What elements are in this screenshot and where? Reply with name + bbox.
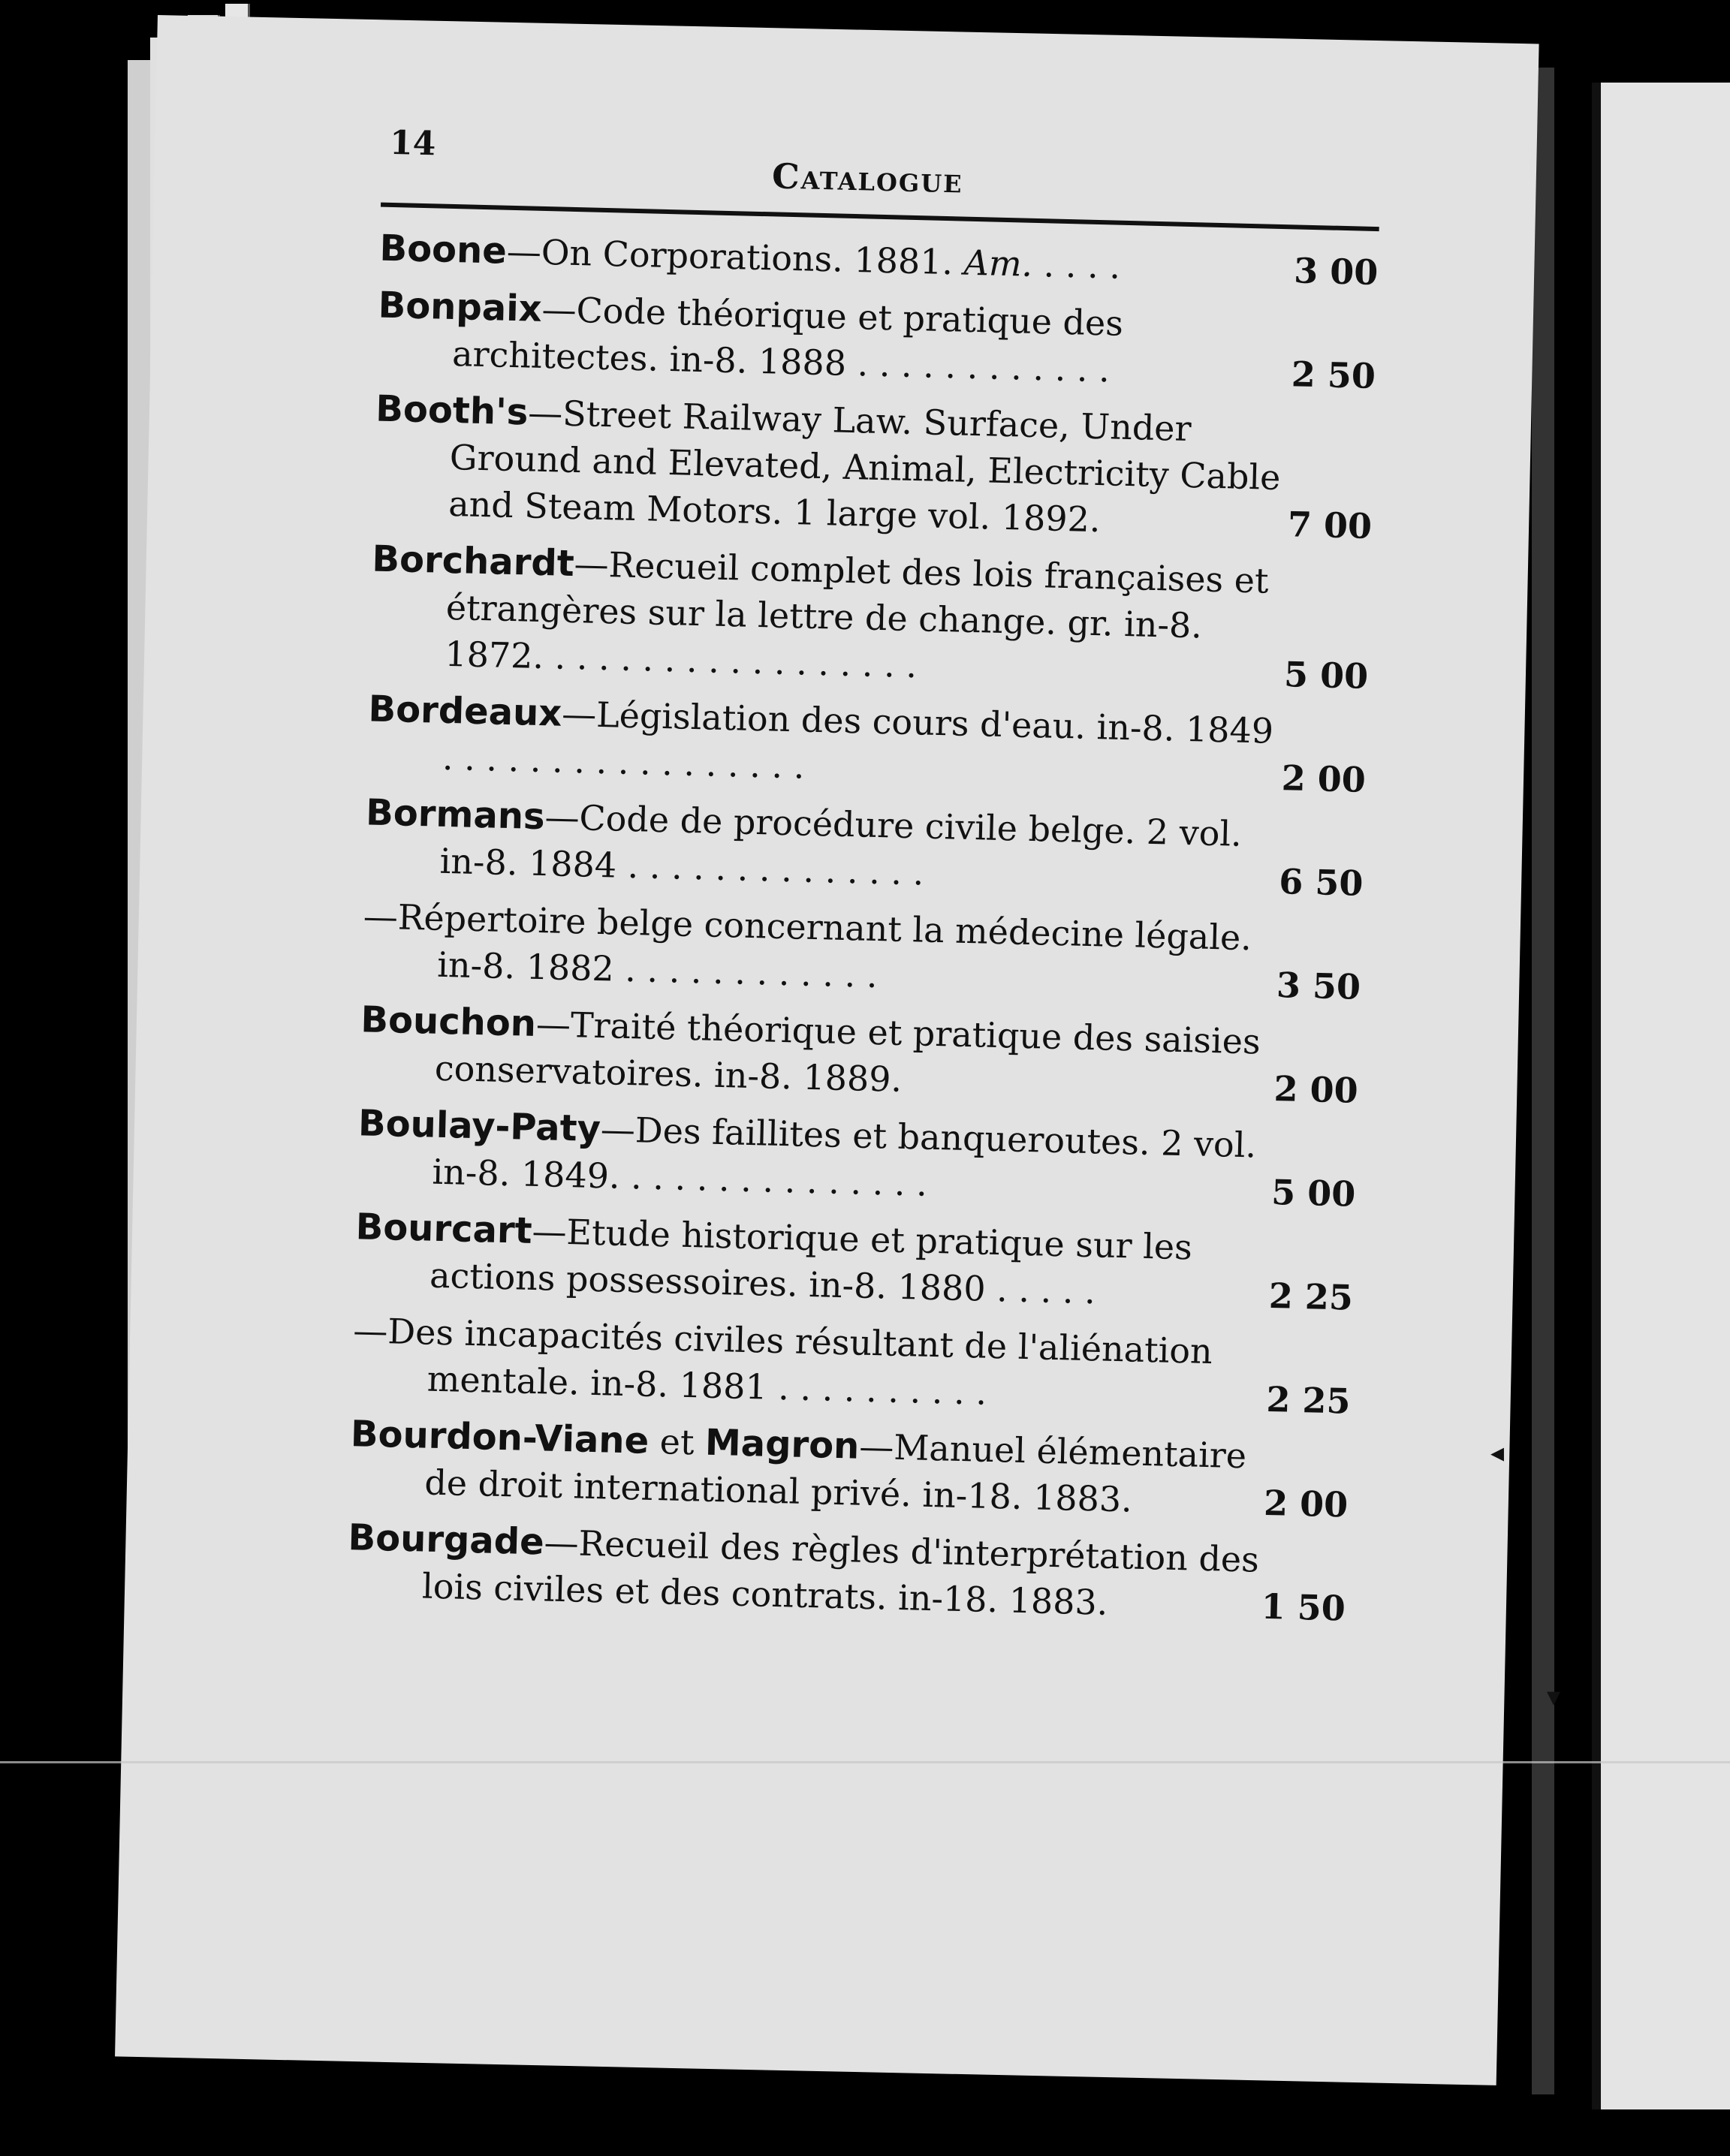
catalogue-entry: [362, 893, 1363, 1010]
dot-leaders: . . . . .: [985, 1268, 1096, 1312]
entry-text: Booth's—Street Railway Law. Surface, Under Ground and Elevated, Animal, Electricity Cable and Steam Motors. 1 large vol. 1892.: [375, 387, 1281, 541]
running-head: Catalogue: [771, 155, 964, 201]
entry-text: Boone—On Corporations. 1881. Am. . . . .: [378, 227, 1121, 287]
entry-author: Bormans: [365, 791, 546, 839]
entry-price: 1 50: [1261, 1585, 1346, 1629]
entry-text: Bourgade—Recueil des règles d'interprétation des lois civiles et des contrats. in-18. 1883.: [347, 1516, 1260, 1623]
entry-description: Législation des cours d'eau. in-8. 1849: [595, 694, 1274, 751]
entry-text: Bourcart—Etude historique et pratique sur les actions possessoires. in-8. 1880 . . . . .: [355, 1206, 1193, 1312]
entry-author: Bonpaix: [378, 284, 543, 330]
entry-author: Borchardt: [371, 537, 575, 586]
ink-speck: ◂: [1490, 1438, 1505, 1468]
entry-author: Boone: [378, 227, 508, 273]
entry-price: 5 00: [1283, 654, 1369, 697]
entry-description: On Corporations. 1881.: [541, 231, 965, 283]
entry-price: 3 50: [1276, 965, 1361, 1007]
entry-text: Bormans—Code de procédure civile belge. 2 vol. in-8. 1884 . . . . . . . . . . . . . .: [365, 791, 1243, 893]
entry-text: Bourdon-Viane et Magron—Manuel élémentaire de droit international privé. in-18. 1883.: [350, 1413, 1247, 1520]
entry-author: Boulay-Paty: [357, 1102, 601, 1151]
entry-text: —Répertoire belge concernant la médecine légale. in-8. 1882 . . . . . . . . . . . .: [363, 896, 1252, 996]
book-gutter: [1532, 68, 1554, 2094]
entry-description: Répertoire belge concernant la médecine légale. in-8. 1882: [397, 896, 1252, 989]
entry-price: 3 00: [1293, 250, 1379, 294]
facing-page: [1592, 83, 1730, 2109]
entry-text: —Des incapacités civiles résultant de l'aliénation mentale. in-8. 1881 . . . . . . . . . .: [352, 1310, 1213, 1413]
entry-description: Des faillites et banqueroutes. 2 vol. in-8. 1849.: [431, 1110, 1257, 1197]
entry-price: 5 00: [1270, 1171, 1356, 1215]
entry-text: Borchardt—Recueil complet des lois françaises et étrangères sur la lettre de change. gr. in-8. 1872. . . . . . . . . . . . . . . . . .: [371, 537, 1270, 686]
entry-text: Bouchon—Traité théorique et pratique des saisies conservatoires. in-8. 1889.: [360, 998, 1261, 1100]
catalogue-entry: [354, 1203, 1355, 1320]
dot-leaders: . . . . . . . . . . . .: [613, 948, 879, 996]
entry-price: 2 00: [1273, 1068, 1359, 1111]
page-content: [196, 113, 1411, 1942]
entry-price: 2 25: [1268, 1275, 1354, 1318]
dot-leaders: . . . . . . . . . . . . . .: [616, 845, 925, 893]
entry-connector: et: [648, 1420, 706, 1463]
entry-description: Recueil des règles d'interprétation des lois civiles et des contrats. in-18. 1883.: [421, 1522, 1260, 1623]
entry-description: Des incapacités civiles résultant de l'aliénation mentale. in-8. 1881: [387, 1311, 1213, 1408]
catalogue-entry: [346, 1514, 1347, 1631]
entry-text: Boulay-Paty—Des faillites et banqueroutes. 2 vol. in-8. 1849. . . . . . . . . . . . . . .: [357, 1102, 1257, 1204]
catalogue-entries: [346, 225, 1379, 1643]
entry-note: Am.: [963, 242, 1033, 285]
entry-description: Code de procédure civile belge. 2 vol. in-8. 1884: [439, 797, 1243, 886]
entry-price: 6 50: [1278, 861, 1364, 904]
entry-price: 2 00: [1281, 757, 1367, 800]
entry-author: Bordeaux: [367, 688, 562, 735]
dot-leaders: . . . . . . . . . . . . . . . . .: [442, 736, 806, 787]
entry-price: 2 00: [1263, 1482, 1349, 1525]
entry-price: 2 25: [1265, 1378, 1352, 1422]
entry-author: Bourcart: [355, 1206, 533, 1252]
dot-leaders: . . . . . . . . . . . .: [845, 342, 1111, 390]
scan-artifact-line: [0, 1761, 1730, 1763]
entry-description: Manuel élémentaire de droit international privé. in-18. 1883.: [423, 1426, 1247, 1520]
entry-author: Bourgade: [347, 1516, 545, 1564]
catalogue-entry: [366, 685, 1367, 802]
entry-text: Bonpaix—Code théorique et pratique des architectes. in-8. 1888 . . . . . . . . . . . .: [378, 284, 1124, 390]
entry-author: Bourdon-Viane: [350, 1413, 650, 1462]
dot-leaders: . . . . . . . . . . . . . . . . .: [543, 636, 918, 686]
entry-price: 2 50: [1291, 354, 1376, 397]
entry-author: Booth's: [375, 387, 529, 434]
header-rule: [381, 203, 1379, 231]
entry-description: Traité théorique et pratique des saisies conservatoires. in-8. 1889.: [434, 1004, 1261, 1100]
catalogue-entry: [377, 282, 1378, 399]
entry-description: Etude historique et pratique sur les actions possessoires. in-8. 1880: [429, 1212, 1193, 1309]
ink-speck: ▾: [1547, 1682, 1561, 1712]
entry-description: Recueil complet des lois françaises et étrangères sur la lettre de change. gr. in-8. 1872.: [444, 544, 1270, 677]
entry-author: Bouchon: [360, 998, 537, 1045]
dot-leaders: . . . . . . . . . .: [767, 1366, 987, 1413]
entry-author-2: Magron: [704, 1421, 860, 1468]
catalogue-entry: [369, 535, 1371, 699]
catalogue-entry: [359, 996, 1360, 1113]
entry-description: Code théorique et pratique des architectes. in-8. 1888: [451, 290, 1124, 384]
page-number: 14: [389, 123, 436, 164]
dot-leaders: . . . . . . . . . . . . . .: [619, 1155, 928, 1204]
dot-leaders: . . . .: [1032, 243, 1121, 287]
catalogue-entry: [364, 789, 1365, 906]
catalogue-entry: [357, 1100, 1358, 1217]
entry-description: Street Railway Law. Surface, Under Ground and Elevated, Animal, Electricity Cable and Steam Motors. 1 large vol. 1892.: [448, 393, 1281, 541]
entry-price: 7 00: [1287, 504, 1373, 547]
entry-text: Bordeaux—Législation des cours d'eau. in-8. 1849 . . . . . . . . . . . . . . . . .: [367, 688, 1274, 787]
catalogue-entry: [373, 386, 1375, 550]
catalogue-entry: [351, 1307, 1352, 1424]
catalogue-entry: [349, 1411, 1350, 1528]
